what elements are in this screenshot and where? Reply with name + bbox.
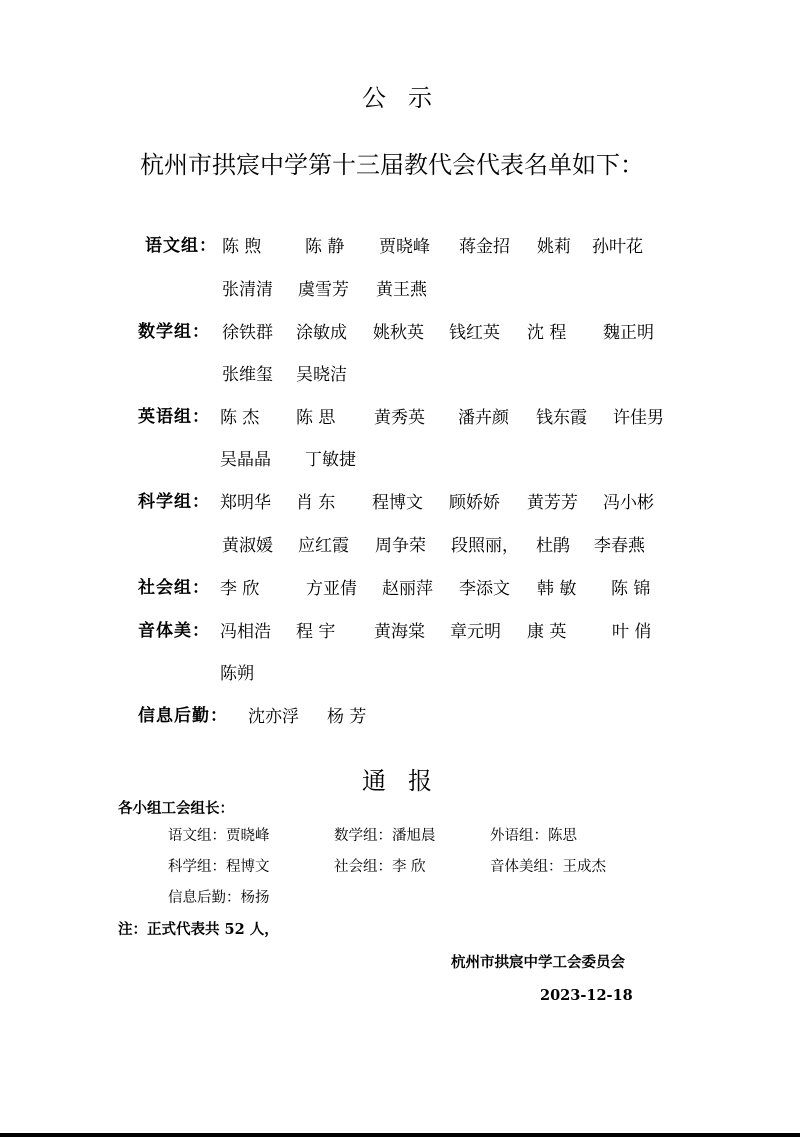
member-name: 陈 煦 [222, 237, 262, 257]
issuing-organization: 杭州市拱宸中学工会委员会 [451, 954, 625, 971]
bottom-border [0, 1133, 800, 1137]
head-entry [334, 855, 426, 876]
group-label-science: 科学组： [138, 492, 210, 512]
page-title: 公示 [362, 84, 454, 112]
member-name: 陈 锦 [611, 579, 651, 599]
member-name: 钱红英 [449, 323, 500, 343]
head-group: 外语组： [490, 828, 548, 844]
member-name: 韩 敏 [537, 579, 577, 599]
head-name: 陈思 [548, 828, 577, 844]
member-name: 涂敏成 [296, 323, 347, 343]
member-name: 肖 东 [296, 493, 336, 513]
member-name: 丁敏捷 [305, 450, 356, 470]
member-name: 应红霞 [298, 536, 349, 556]
member-name: 魏正明 [603, 323, 654, 343]
head-name: 杨扬 [240, 890, 270, 906]
member-name: 黄淑媛 [222, 536, 273, 556]
group-label-chinese: 语文组： [145, 236, 217, 256]
group-label-it-logistics: 信息后勤： [138, 706, 228, 726]
head-entry [168, 886, 270, 907]
notice-title: 通报 [362, 767, 454, 795]
head-group: 数学组： [334, 828, 392, 844]
group-label-english: 英语组： [138, 407, 210, 427]
member-name: 杨 芳 [327, 707, 367, 727]
member-name: 杜鹃 [536, 536, 570, 556]
head-name: 贾晓峰 [226, 828, 270, 844]
member-name: 顾娇娇 [449, 493, 500, 513]
member-name: 冯小彬 [603, 493, 654, 513]
member-name: 李春燕 [594, 536, 645, 556]
member-name: 陈 杰 [220, 408, 260, 428]
member-name: 贾晓峰 [379, 237, 430, 257]
head-name: 程博文 [226, 859, 270, 875]
member-name: 冯相浩 [220, 622, 271, 642]
head-group: 社会组： [334, 859, 392, 875]
member-name: 程 宇 [296, 622, 336, 642]
head-group: 语文组： [168, 828, 226, 844]
member-name: 黄海棠 [374, 622, 425, 642]
member-name: 沈 程 [527, 323, 567, 343]
head-group: 科学组： [168, 859, 226, 875]
group-label-social: 社会组： [138, 578, 210, 598]
member-name: 黄秀英 [374, 408, 425, 428]
member-name: 章元明 [450, 622, 501, 642]
member-name: 许佳男 [613, 408, 664, 428]
head-entry [490, 824, 577, 845]
head-entry [168, 855, 270, 876]
member-name: 潘卉颜 [458, 408, 509, 428]
member-name: 陈朔 [220, 664, 254, 684]
member-name: 段照丽， [451, 536, 519, 556]
member-name: 姚莉 [537, 237, 571, 257]
head-entry [334, 824, 436, 845]
member-name: 陈 思 [296, 408, 336, 428]
head-name: 李 欣 [392, 859, 426, 875]
group-label-arts: 音体美： [138, 621, 210, 641]
member-name: 康 英 [527, 622, 567, 642]
member-name: 张清清 [222, 280, 273, 300]
member-name: 陈 静 [305, 237, 345, 257]
member-name: 赵丽萍 [382, 579, 433, 599]
head-name: 潘旭晨 [392, 828, 436, 844]
head-group: 信息后勤： [168, 890, 241, 906]
member-name: 黄王燕 [376, 280, 427, 300]
member-name: 黄芳芳 [527, 493, 578, 513]
head-entry [490, 855, 606, 876]
issue-date: 2023-12-18 [540, 987, 633, 1004]
page-subtitle: 杭州市拱宸中学第十三届教代会代表名单如下： [140, 151, 644, 179]
member-name: 吴晶晶 [220, 450, 271, 470]
member-name: 张维玺 [222, 365, 273, 385]
member-name: 李添文 [459, 579, 510, 599]
member-name: 钱东霞 [536, 408, 587, 428]
head-name: 王成杰 [562, 859, 606, 875]
member-name: 李 欣 [220, 579, 260, 599]
head-group: 音体美组： [490, 859, 563, 875]
member-name: 周争荣 [375, 536, 426, 556]
member-name: 程博文 [372, 493, 423, 513]
group-heads-label: 各小组工会组长： [118, 800, 234, 817]
group-label-math: 数学组： [138, 322, 210, 342]
member-name: 郑明华 [220, 493, 271, 513]
member-name: 姚秋英 [373, 323, 424, 343]
member-name: 方亚倩 [306, 579, 357, 599]
member-name: 虞雪芳 [298, 280, 349, 300]
member-name: 叶 俏 [612, 622, 652, 642]
member-name: 孙叶花 [592, 237, 643, 257]
member-name: 吴晓洁 [296, 365, 347, 385]
head-entry [168, 824, 270, 845]
member-name: 蒋金招 [459, 237, 510, 257]
delegate-count-note: 注：正式代表共 52 人， [118, 921, 279, 938]
member-name: 沈亦浮 [248, 707, 299, 727]
member-name: 徐铁群 [222, 323, 273, 343]
